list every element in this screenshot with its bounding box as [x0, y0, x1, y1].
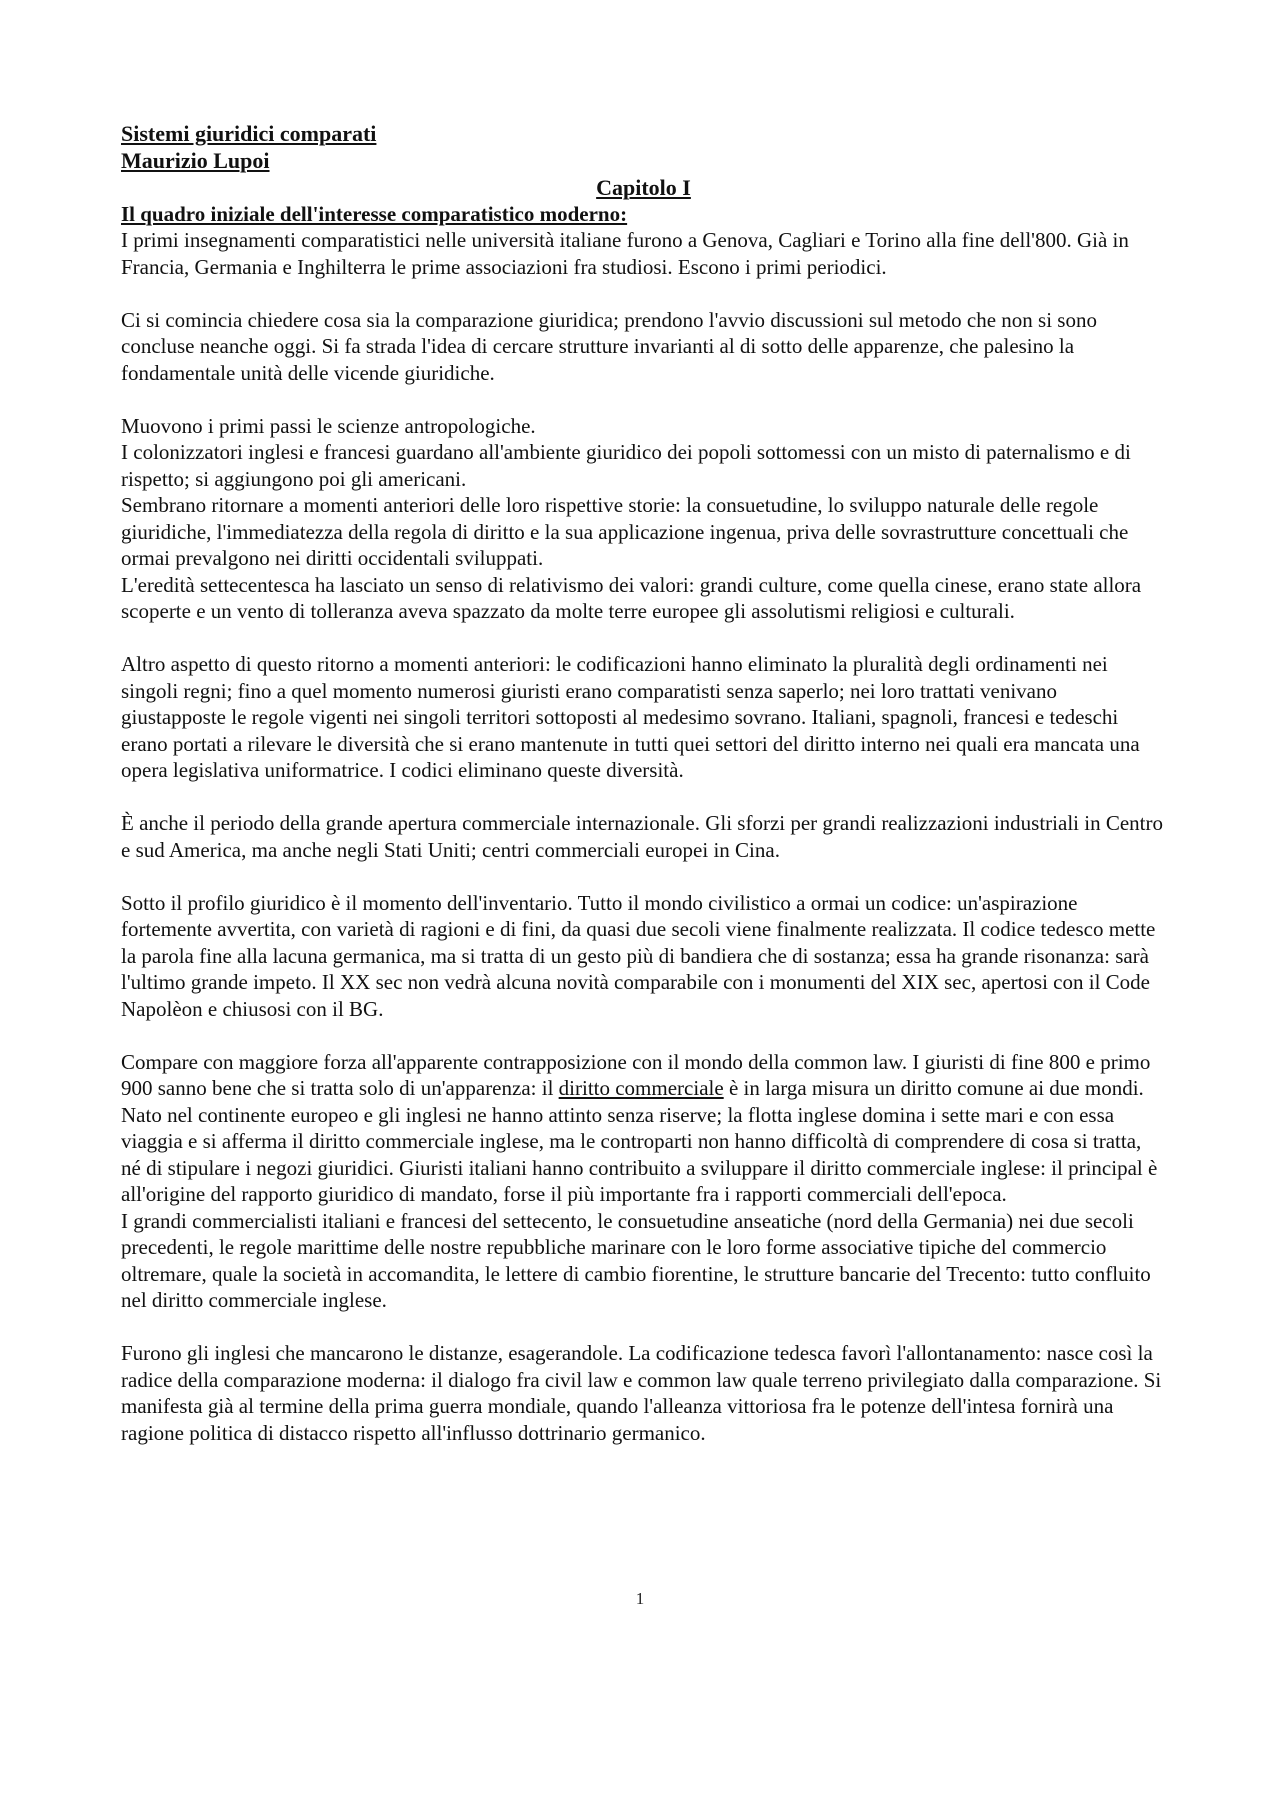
paragraph-7-end: è in larga misura un diritto comune ai due mondi. Nato nel continente europeo e gli inglesi ne hanno attinto senza riserve; la flotta inglese domina i sette mari e con essa viaggia e si afferma il diritto commerciale inglese, ma le controparti non hanno difficoltà di comprendere di cosa si tratta, né di stipulare i negozi giuridici. Giuristi italiani hanno contribuito a sviluppare il diritto commerciale inglese: il principal è all'origine del rapporto giuridico di mandato, forse il più importante fra i rapporti commerciali dell'epoca. [121, 1076, 1158, 1206]
paragraph-7-start: Compare con maggiore forza all'apparente contrapposizione con il mondo della common law. I giuristi di fine 800 e primo 900 sanno bene che si tratta solo di un'apparenza: il [121, 1049, 1151, 1100]
page-number: 1 [635, 1589, 645, 1608]
paragraph-4: Altro aspetto di questo ritorno a momenti anteriori: le codificazioni hanno eliminato la pluralità degli ordinamenti nei singoli regni; fino a quel momento numerosi giuristi erano comparatisti senza saperlo; nei loro trattati venivano giustapposte le regole vigenti nei singoli territori sottoposti al medesimo sovrano. Italiani, spagnoli, francesi e tedeschi erano portati a rilevare le diversità che si erano mantenute in tutti quei settori del diritto interno nei quali era mancata una opera legislativa uniformatrice. I codici eliminano queste diversità. [121, 652, 1140, 782]
section-heading: Il quadro iniziale dell'interesse comparatistico moderno: [121, 202, 628, 226]
paragraph-3a: Muovono i primi passi le scienze antropologiche. [121, 413, 536, 438]
paragraph-1: I primi insegnamenti comparatistici nelle università italiane furono a Genova, Cagliari e Torino alla fine dell'800. Già in Francia, Germania e Inghilterra le prime associazioni fra studiosi. Escono i primi periodici. [121, 228, 1129, 279]
paragraph-gap [121, 625, 1166, 652]
paragraph-5: È anche il periodo della grande apertura commerciale internazionale. Gli sforzi per grandi realizzazioni industriali in Centro e sud America, ma anche negli Stati Uniti; centri commerciali europei in Cina. [121, 811, 1163, 862]
paragraph-3c: Sembrano ritornare a momenti anteriori delle loro rispettive storie: la consuetudine, lo sviluppo naturale delle regole giuridiche, l'immediatezza della regola di diritto e la sua applicazione ingenua, priva delle sovrastrutture concettuali che ormai prevalgono nei diritti occidentali sviluppati. [121, 493, 1129, 570]
paragraph-3d: L'eredità settecentesca ha lasciato un senso di relativismo dei valori: grandi culture, come quella cinese, erano state allora scoperte e un vento di tolleranza aveva spazzato da molte terre europee gli assolutismi religiosi e culturali. [121, 572, 1142, 623]
paragraph-3b: I colonizzatori inglesi e francesi guardano all'ambiente giuridico dei popoli sottomessi con un misto di paternalismo e di rispetto; si aggiungono poi gli americani. [121, 440, 1131, 491]
paragraph-gap [121, 863, 1166, 890]
paragraph-2: Ci si comincia chiedere cosa sia la comparazione giuridica; prendono l'avvio discussioni sul metodo che non si sono concluse neanche oggi. Si fa strada l'idea di cercare strutture invarianti al di sotto delle apparenze, che palesino la fondamentale unità delle vicende giuridiche. [121, 307, 1097, 385]
paragraph-7 [121, 1049, 1166, 1208]
paragraph-8: Furono gli inglesi che mancarono le distanze, esagerandole. La codificazione tedesca favorì l'allontanamento: nasce così la radice della comparazione moderna: il dialogo fra civil law e common law quale terreno privilegiato dalla comparazione. Si manifesta già al termine della prima guerra mondiale, quando l'alleanza vittoriosa fra le potenze dell'intesa fornirà una ragione politica di distacco rispetto all'influsso dottrinario germanico. [121, 1341, 1162, 1445]
paragraph-6: Sotto il profilo giuridico è il momento dell'inventario. Tutto il mondo civilistico a ormai un codice: un'aspirazione fortemente avvertita, con varietà di ragioni e di fini, da quasi due secoli viene finalmente realizzata. Il codice tedesco mette la parola fine alla lacuna germanica, ma si tratta di un gesto più di bandiera che di sostanza; essa ha grande risonanza: sarà l'ultimo grande impeto. Il XX sec non vedrà alcuna novità comparabile con i monumenti del XIX sec, apertosi con il Code Napolèon e chiusosi con il BG. [121, 890, 1156, 1021]
paragraph-gap [121, 1022, 1166, 1049]
document-author: Maurizio Lupoi [121, 148, 270, 173]
paragraph-gap [121, 386, 1166, 413]
document-title: Sistemi giuridici comparati [121, 121, 377, 146]
paragraph-7b: I grandi commercialisti italiani e francesi del settecento, le consuetudine anseatiche (nord della Germania) nei due secoli precedenti, le regole marittime delle nostre repubbliche marinare con le loro forme associative tipiche del commercio oltremare, quale la società in accomandita, le lettere di cambio fiorentine, le strutture bancarie del Trecento: tutto confluito nel diritto commerciale inglese. [121, 1208, 1151, 1312]
paragraph-gap [121, 280, 1166, 307]
document-page [121, 120, 1166, 1446]
underlined-term: diritto commerciale [558, 1076, 724, 1100]
chapter-heading: Capitolo I [596, 175, 691, 200]
paragraph-gap [121, 784, 1166, 811]
paragraph-gap [121, 1314, 1166, 1341]
